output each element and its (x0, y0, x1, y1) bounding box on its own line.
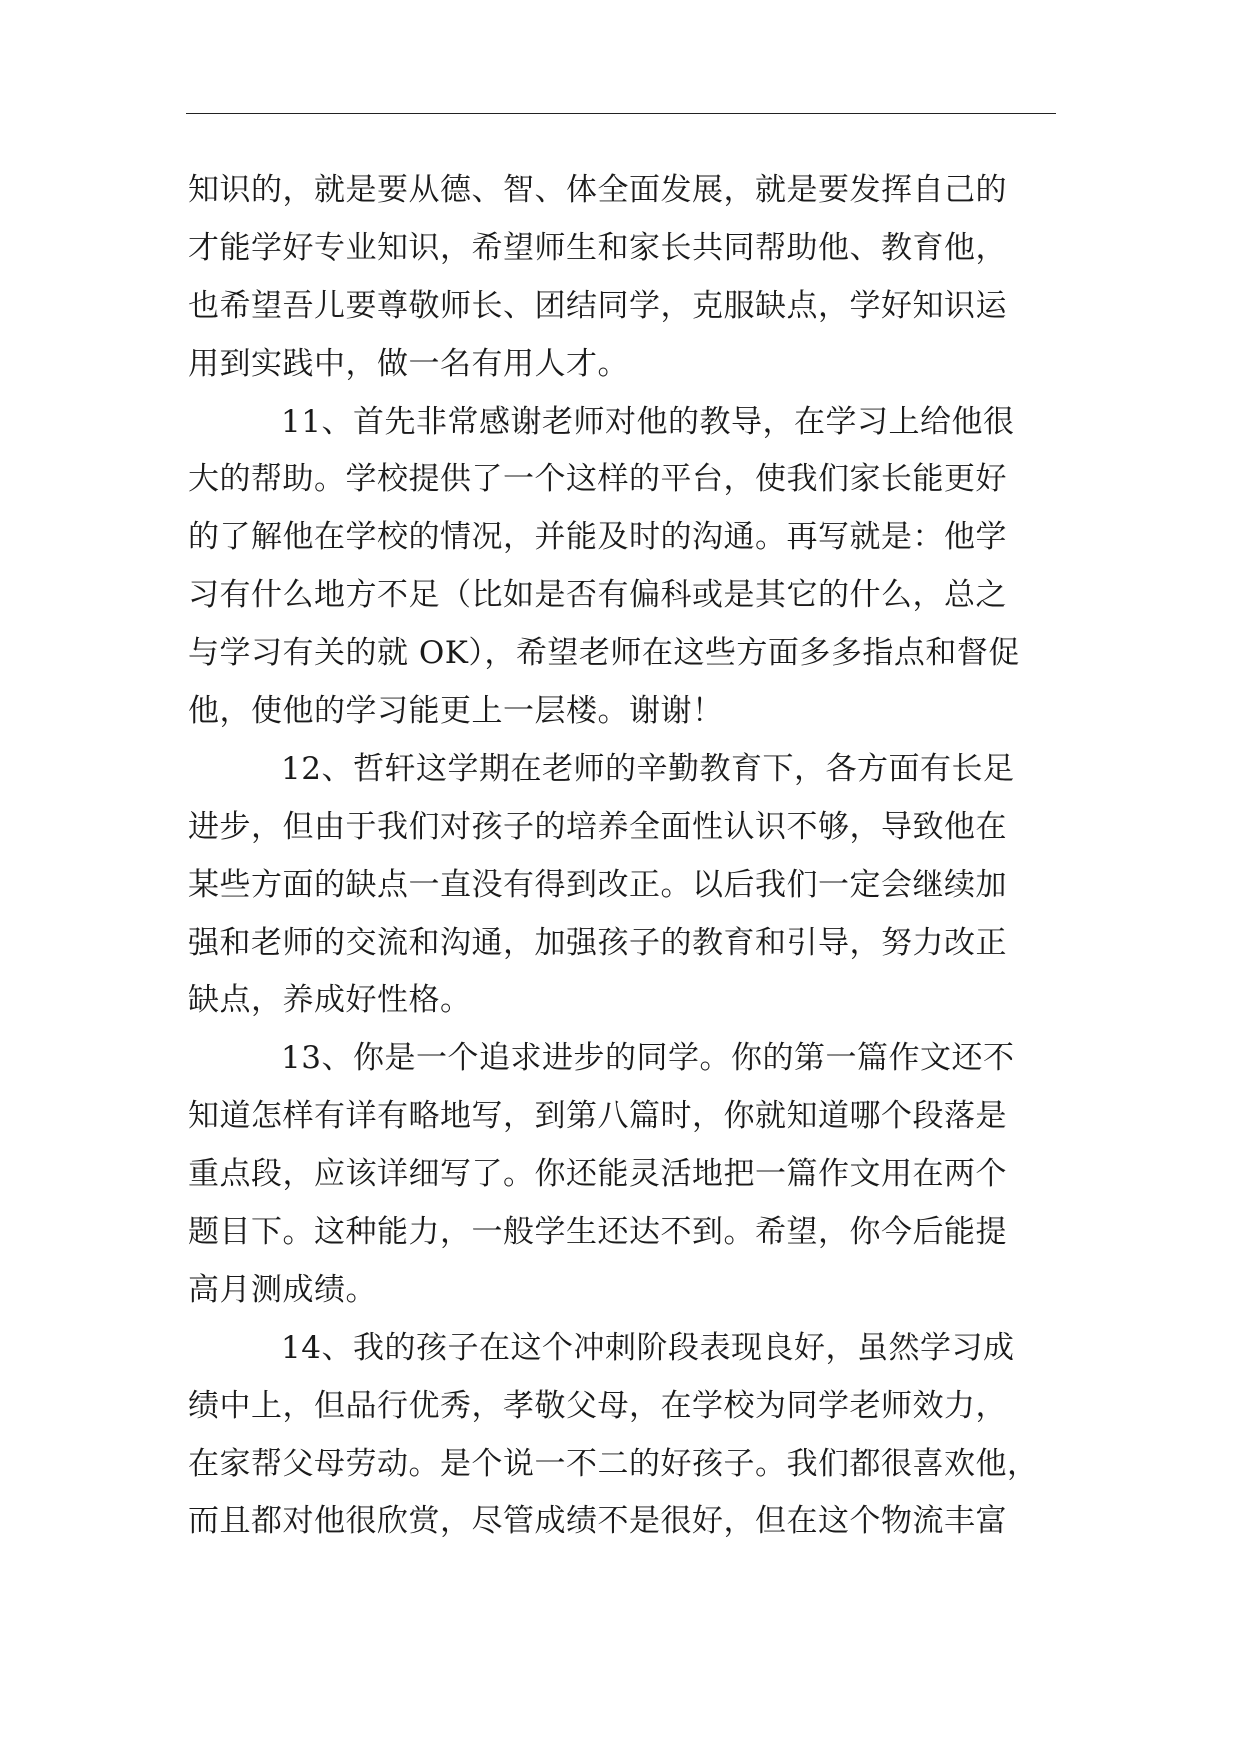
paragraph-11 (188, 394, 1063, 741)
header-rule (186, 113, 1056, 114)
text-line: 知道怎样有详有略地写，到第八篇时，你就知道哪个段落是 (188, 1098, 1007, 1135)
text-line: 也希望吾儿要尊敬师长、团结同学，克服缺点，学好知识运 (188, 287, 1007, 324)
text-line: 12、哲轩这学期在老师的辛勤教育下，各方面有长足 (281, 750, 1015, 787)
text-line: 高月测成绩。 (188, 1271, 377, 1308)
text-line: 而且都对他很欣赏，尽管成绩不是很好，但在这个物流丰富 (188, 1503, 1007, 1540)
text-line: 某些方面的缺点一直没有得到改正。以后我们一定会继续加 (188, 866, 1007, 903)
paragraph-14 (188, 1320, 1063, 1552)
text-line: 14、我的孩子在这个冲刺阶段表现良好，虽然学习成 (281, 1329, 1015, 1366)
text-line: 11、首先非常感谢老师对他的教导，在学习上给他很 (281, 403, 1015, 440)
text-line: 强和老师的交流和沟通，加强孩子的教育和引导，努力改正 (188, 924, 1007, 961)
text-line: 习有什么地方不足（比如是否有偏科或是其它的什么，总之 (188, 577, 1007, 614)
text-line: 题目下。这种能力，一般学生还达不到。希望，你今后能提 (188, 1214, 1007, 1251)
text-line: 才能学好专业知识，希望师生和家长共同帮助他、教育他， (188, 229, 1007, 266)
text-line: 进步，但由于我们对孩子的培养全面性认识不够，导致他在 (188, 808, 1007, 845)
text-line: 与学习有关的就 OK），希望老师在这些方面多多指点和督促 (188, 635, 1020, 672)
text-line: 在家帮父母劳动。是个说一不二的好孩子。我们都很喜欢他， (188, 1445, 1039, 1482)
text-line: 用到实践中，做一名有用人才。 (188, 345, 629, 382)
text-line: 13、你是一个追求进步的同学。你的第一篇作文还不 (281, 1040, 1015, 1077)
document-body (188, 162, 1063, 1551)
text-line: 绩中上，但品行优秀，孝敬父母，在学校为同学老师效力， (188, 1387, 1007, 1424)
paragraph-13 (188, 1030, 1063, 1319)
text-line: 大的帮助。学校提供了一个这样的平台，使我们家长能更好 (188, 461, 1007, 498)
text-line: 知识的，就是要从德、智、体全面发展，就是要发挥自己的 (188, 172, 1007, 208)
text-line: 的了解他在学校的情况，并能及时的沟通。再写就是：他学 (188, 519, 1007, 556)
text-line: 他，使他的学习能更上一层楼。谢谢！ (188, 693, 724, 730)
text-line: 重点段，应该详细写了。你还能灵活地把一篇作文用在两个 (188, 1156, 1007, 1193)
paragraph-continuation (188, 162, 1063, 394)
text-line: 缺点，养成好性格。 (188, 982, 472, 1019)
paragraph-12 (188, 741, 1063, 1030)
